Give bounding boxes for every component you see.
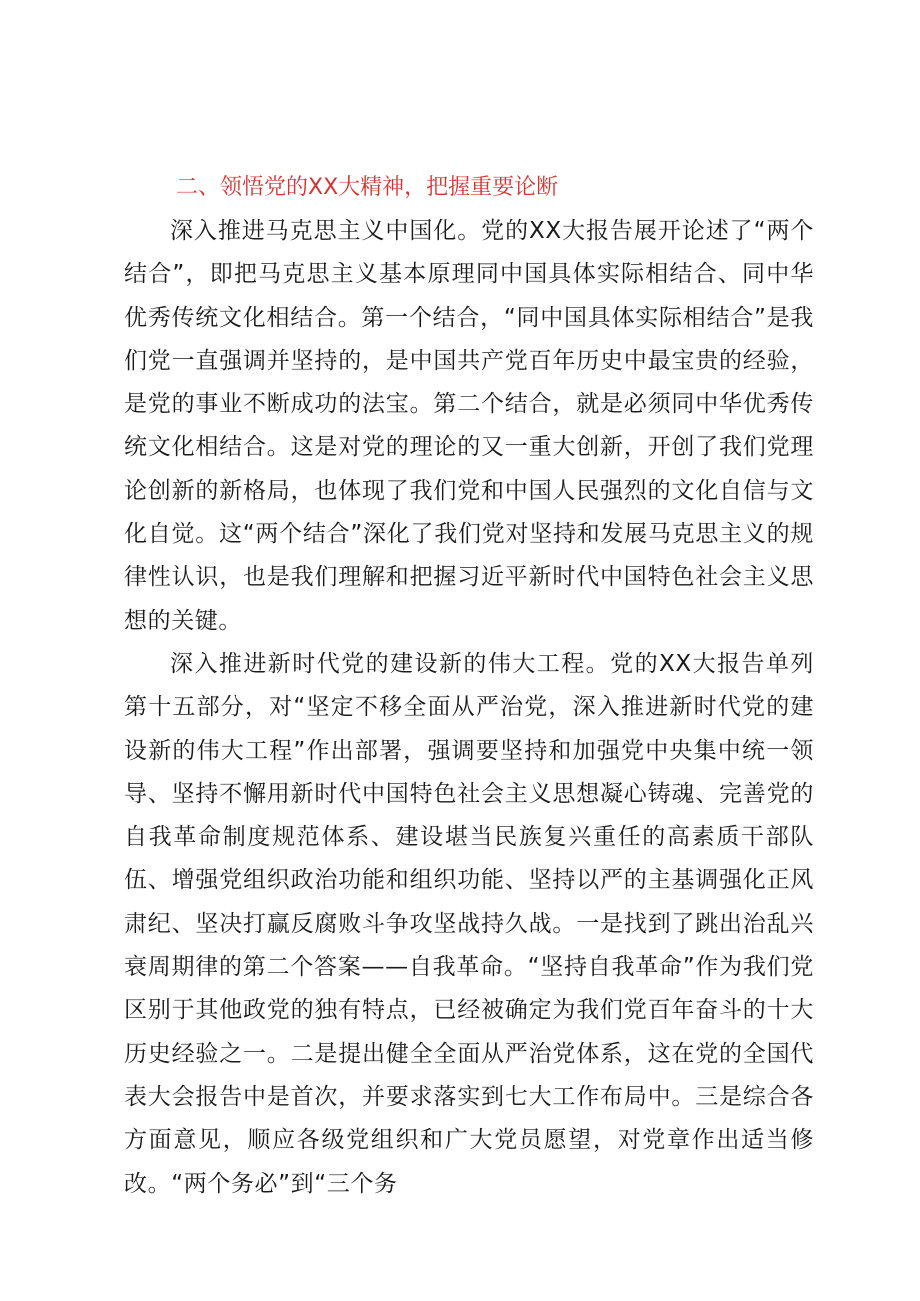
section-heading: 二、领悟党的XX大精神，把握重要论断 xyxy=(176,175,559,200)
paragraph-marxism-sinicization: 深入推进马克思主义中国化。党的XX大报告展开论述了“两个结合”，即把马克思主义基本原理同中国具体实际相结合、同中华优秀传统文化相结合。第一个结合，“同中国具体实际相结合”是我们党一直强调并坚持的，是中国共产党百年历史中最宝贵的经验，是党的事业不断成功的法宝。第二个结合，就是必须同中华优秀传统文化相结合。这是对党的理论的又一重大创新，开创了我们党理论创新的新格局，也体现了我们党和中国人民强烈的文化自信与文化自觉。这“两个结合”深化了我们党对坚持和发展马克思主义的规律性认识，也是我们理解和把握习近平新时代中国特色社会主义思想的关键。 xyxy=(124,218,814,634)
paragraph-party-building: 深入推进新时代党的建设新的伟大工程。党的XX大报告单列第十五部分，对“坚定不移全面从严治党，深入推进新时代党的建设新的伟大工程”作出部署，强调要坚持和加强党中央集中统一领导、坚持不懈用新时代中国特色社会主义思想凝心铸魂、完善党的自我革命制度规范体系、建设堪当民族复兴重任的高素质干部队伍、增强党组织政治功能和组织功能、坚持以严的主基调强化正风肃纪、坚决打赢反腐败斗争攻坚战持久战。一是找到了跳出治乱兴衰周期律的第二个答案——自我革命。“坚持自我革命”作为我们党区别于其他政党的独有特点，已经被确定为我们党百年奋斗的十大历史经验之一。二是提出健全全面从严治党体系，这在党的全国代表大会报告中是首次，并要求落实到七大工作布局中。三是综合各方面意见，顺应各级党组织和广大党员愿望，对党章作出适当修改。“两个务必”到“三个务 xyxy=(124,650,814,1197)
document-body xyxy=(124,166,814,1206)
